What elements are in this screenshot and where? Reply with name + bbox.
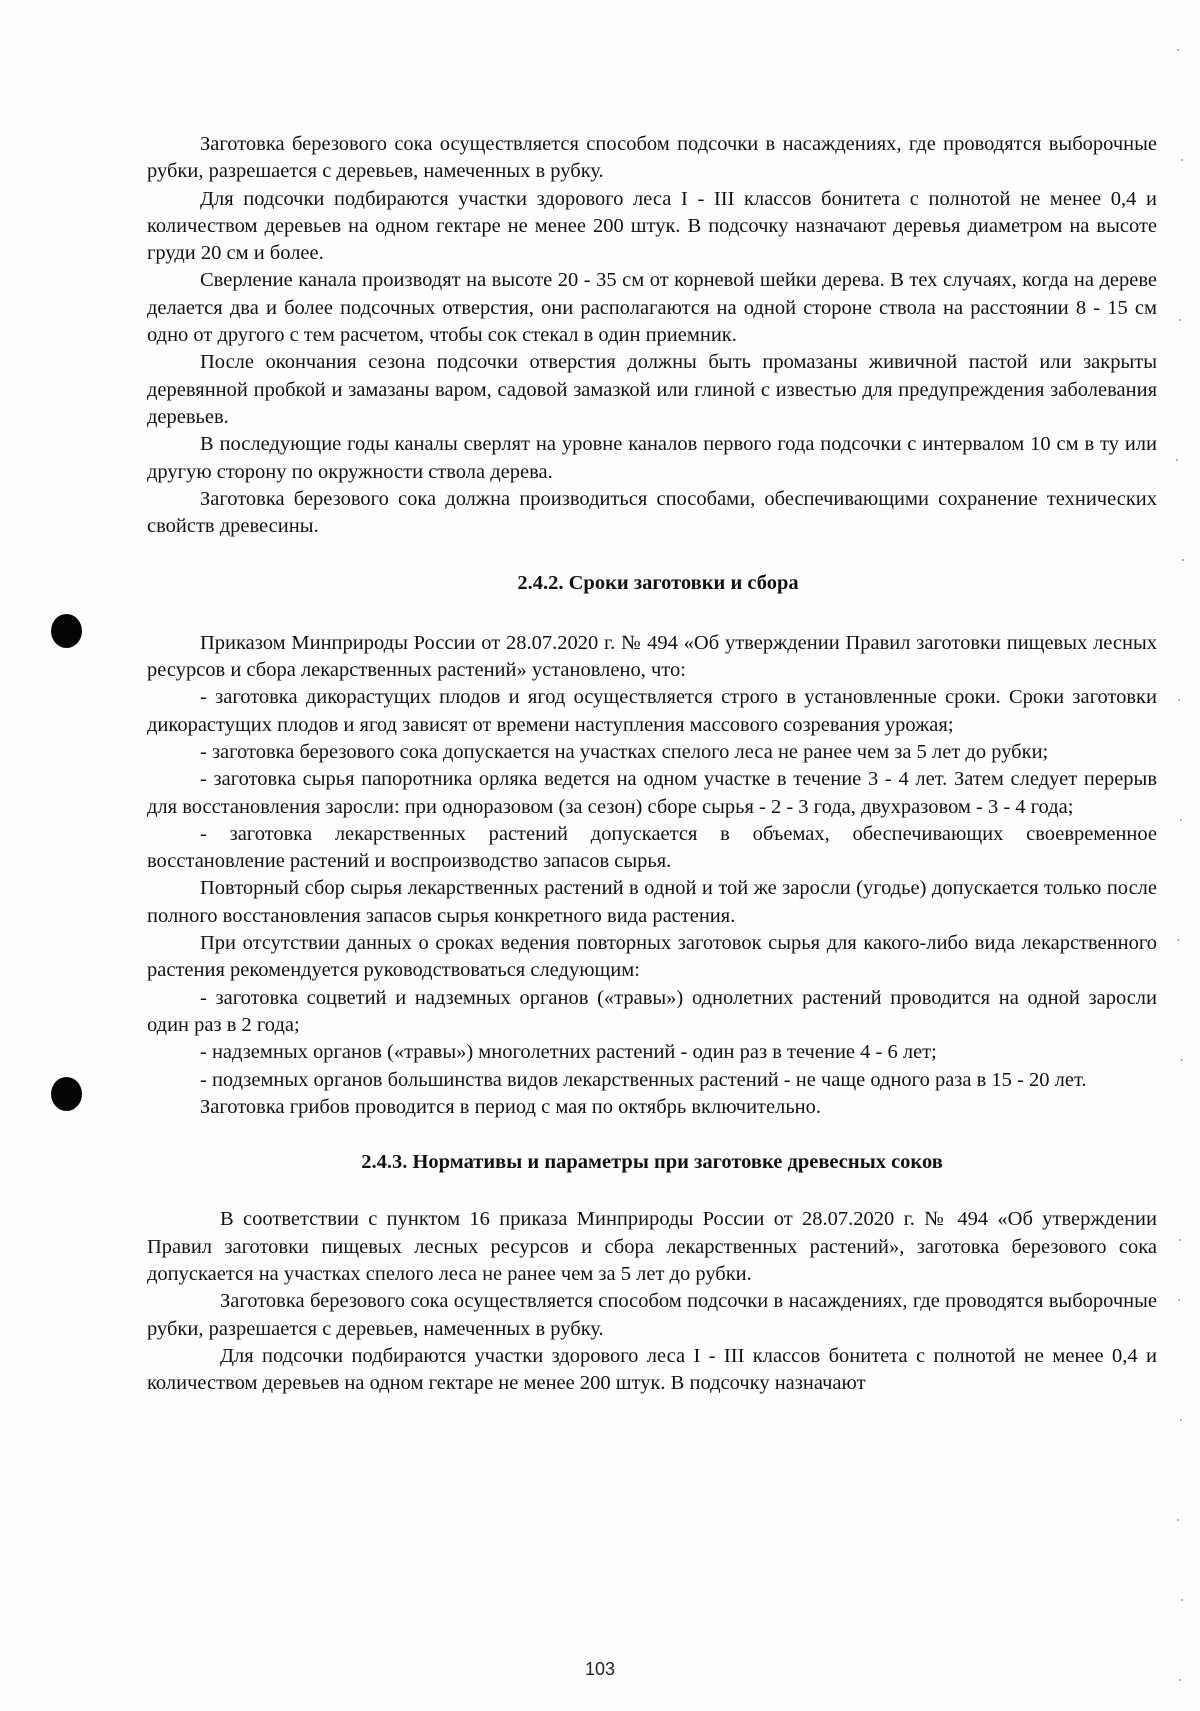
intro-block — [147, 131, 1157, 540]
paragraph: Заготовка грибов проводится в период с мая по октябрь включительно. — [200, 1095, 822, 1118]
list-item: - надземных органов («травы») многолетних растений - один раз в течение 4 - 6 лет; — [200, 1041, 937, 1064]
punch-hole-bottom — [51, 1077, 82, 1111]
paragraph: Заготовка березового сока осуществляется способом подсочки в насаждениях, где проводятся выборочные рубки, разрешается с деревьев, намеченных в рубку. — [147, 133, 1157, 183]
paragraph: Сверление канала производят на высоте 20 - 35 см от корневой шейки дерева. В тех случаях, когда на дереве делается два и более подсочных отверстия, они располагаются на одной стороне ствола на расстоянии 8 - 15 см одно от другого с тем расчетом, чтобы сок стекал в один приемник. — [147, 269, 1157, 347]
paragraph: Для подсочки подбираются участки здорового леса I - III классов бонитета с полнотой не менее 0,4 и количеством деревьев на одном гектаре не менее 200 штук. В подсочку назначают деревья диаметром на высоте груди 20 см и более. — [147, 187, 1157, 265]
paragraph: Заготовка березового сока должна производиться способами, обеспечивающими сохранение технических свойств древесины. — [147, 487, 1157, 538]
section-heading-2-4-3: 2.4.3. Нормативы и параметры при заготовке древесных соков — [361, 1151, 943, 1174]
list-item: - заготовка сырья папоротника орляка ведется на одном участке в течение 3 - 4 лет. Затем следует перерыв для восстановления заросли: при одноразовом (за сезон) сборе сырья - 2 - 3 года, двухразовом - 3 - 4 года; — [147, 768, 1157, 818]
paragraph: После окончания сезона подсочки отверстия должны быть промазаны живичной пастой или закрыты деревянной пробкой и замазаны варом, садовой замазкой или глиной с известью для предупреждения заболевания деревьев. — [147, 351, 1157, 428]
paragraph: Заготовка березового сока осуществляется способом подсочки в насаждениях, где проводятся выборочные рубки, разрешается с деревьев, намеченных в рубку. — [147, 1290, 1157, 1340]
paragraph: В последующие годы каналы сверлят на уровне каналов первого года подсочки с интервалом 10 см в ту или другую сторону по окружности ствола дерева. — [147, 433, 1157, 483]
section-2-4-2-body — [147, 630, 1157, 1121]
list-item: - заготовка лекарственных растений допускается в объемах, обеспечивающих своевременное восстановление растений и воспроизводство запасов сырья. — [147, 822, 1157, 873]
paragraph: Повторный сбор сырья лекарственных растений в одной и той же заросли (угодье) допускается только после полного восстановления запасов сырья конкретного вида растения. — [147, 877, 1157, 927]
list-item: - заготовка березового сока допускается на участках спелого леса не ранее чем за 5 лет до рубки; — [200, 740, 1049, 763]
list-item: - заготовка дикорастущих плодов и ягод осуществляется строго в установленные сроки. Сроки заготовки дикорастущих плодов и ягод зависят от времени наступления массового созревания урожая; — [147, 686, 1157, 736]
paragraph: Приказом Минприроды России от 28.07.2020 г. № 494 «Об утверждении Правил заготовки пищевых лесных ресурсов и сбора лекарственных растений» установлено, что: — [147, 631, 1157, 682]
section-heading-2-4-2: 2.4.2. Сроки заготовки и сбора — [517, 572, 799, 595]
section-2-4-3-body — [147, 1206, 1157, 1397]
page-number: 103 — [584, 1659, 616, 1679]
paragraph: При отсутствии данных о сроках ведения повторных заготовок сырья для какого-либо вида лекарственного растения рекомендуется руководствоваться следующим: — [147, 932, 1157, 982]
paragraph: В соответствии с пунктом 16 приказа Минприроды России от 28.07.2020 г. № 494 «Об утверждении Правил заготовки пищевых лесных ресурсов и сбора лекарственных растений», заготовка березового сока допускается на участках спелого леса не ранее чем за 5 лет до рубки. — [147, 1208, 1157, 1285]
punch-hole-top — [51, 614, 82, 648]
paragraph: Для подсочки подбираются участки здорового леса I - III классов бонитета с полнотой не менее 0,4 и количеством деревьев на одном гектаре не менее 200 штук. В подсочку назначают — [147, 1344, 1157, 1395]
document-body — [147, 131, 1157, 1397]
list-item: - заготовка соцветий и надземных органов («травы») однолетних растений проводится на одной заросли один раз в 2 года; — [147, 986, 1157, 1036]
list-item: - подземных органов большинства видов лекарственных растений - не чаще одного раза в 15 - 20 лет. — [200, 1068, 1087, 1091]
scan-edge-specks — [1160, 0, 1200, 1711]
